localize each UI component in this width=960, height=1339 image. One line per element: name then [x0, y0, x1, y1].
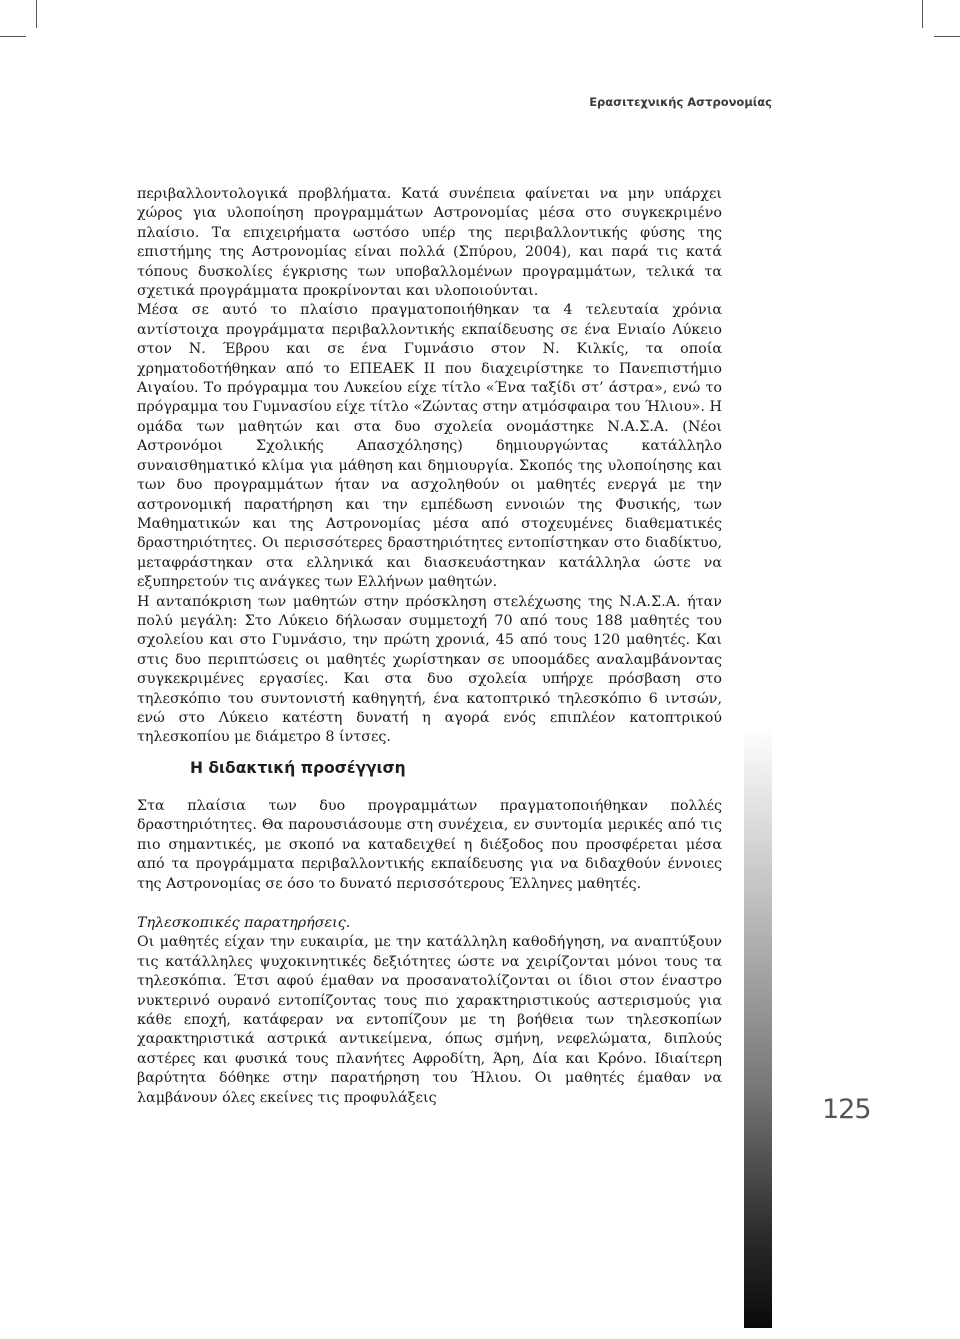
crop-mark-top-right — [934, 36, 960, 37]
decorative-gradient-bar — [744, 726, 772, 1328]
body-block-telescopes — [137, 914, 722, 1108]
page-number: 125 — [822, 1094, 871, 1125]
body-block-approach — [137, 797, 722, 894]
body-block-intro — [137, 185, 722, 748]
paragraph: Η ανταπόκριση των μαθητών στην πρόσκληση στελέχωσης της Ν.Α.Σ.Α. ήταν πολύ μεγάλη: Στο Λύκειο δήλωσαν συμμετοχή 70 από τους 188 μαθητές του σχολείου και στο Γυμνάσιο, την πρώτη χρονιά, 45 από τους 120 μαθητές. Και στις δυο περιπτώσεις οι μαθητές χωρίστηκαν σε υποομάδες αναλαμβάνοντας συγκεκριμένες εργασίες. Και στα δυο σχολεία υπήρχε πρόσβαση στο τηλεσκόπιο του συντονιστή καθηγητή, ένα κατοπτρικό τηλεσκόπιο 6 ιντσών, ενώ στο Λύκειο κατέστη δυνατή η αγορά ενός επιπλέον κατοπτρικού τηλεσκοπίου με διάμετρο 8 ίντσες. — [137, 593, 722, 746]
paragraph: Μέσα σε αυτό το πλαίσιο πραγματοποιήθηκαν τα 4 τελευταία χρόνια αντίστοιχα προγράμματα περιβαλλοντικής εκπαίδευσης σε ένα Ενιαίο Λύκειο στον Ν. Έβρου και σε ένα Γυμνάσιο στον Ν. Κιλκίς, τα οποία χρηματοδοτήθηκαν από το ΕΠΕΑΕΚ ΙΙ που διαχειρίστηκε το Πανεπιστήμιο Αιγαίου. Το πρόγραμμα του Λυκείου είχε τίτλο «Ένα ταξίδι στ’ άστρα», ενώ το πρόγραμμα του Γυμνασίου είχε τίτλο «Ζώντας στην ατμόσφαιρα του Ήλιου». Η ομάδα των μαθητών και στα δυο σχολεία ονομάστηκε Ν.Α.Σ.Α. (Νέοι Αστρονόμοι Σχολικής Απασχόλησης) δημιουργώντας κατάλληλο συναισθηματικό κλίμα για μάθηση και δημιουργία. Σκοπός της υλοποίησης και των δυο προγραμμάτων ήταν να ασχοληθούν οι μαθητές ενεργά με την αστρονομική παρατήρηση και την εμπέδωση εννοιών της Φυσικής, των Μαθηματικών και της Αστρονομίας μέσα από στοχευμένες διαθεματικές δραστηριότητες. Οι περισσότερες δραστηριότητες εντοπίστηκαν στο διαδίκτυο, μεταφράστηκαν στα ελληνικά και διασκευάστηκαν κατάλληλα ώστε να εξυπηρετούν τις ανάγκες των Ελλήνων μαθητών. — [137, 302, 722, 591]
running-header: Ερασιτεχνικής Αστρονομίας — [589, 95, 772, 109]
subheading: Τηλεσκοπικές παρατηρήσεις. — [137, 915, 351, 931]
crop-mark-left — [36, 0, 37, 28]
crop-mark-right — [922, 0, 923, 28]
paragraph: Στα πλαίσια των δυο προγραμμάτων πραγματοποιήθηκαν πολλές δραστηριότητες. Θα παρουσιάσουμε στη συνέχεια, εν συντομία μερικές από τις πιο σημαντικές, με σκοπό να καταδειχθεί η διέξοδος που προσφέρεται μέσα από τα προγράμματα περιβαλλοντικής εκπαίδευσης για να διδαχθούν έννοιες της Αστρονομίας σε όσο το δυνατό περισσότερους Έλληνες μαθητές. — [137, 798, 722, 892]
section-heading: Η διδακτική προσέγγιση — [190, 759, 406, 777]
paragraph: περιβαλλοντολογικά προβλήματα. Κατά συνέπεια φαίνεται να μην υπάρχει χώρος για υλοποίηση προγραμμάτων Αστρονομίας μέσα στο συγκεκριμένο πλαίσιο. Τα επιχειρήματα ωστόσο υπέρ της περιβαλλοντικής φύσης της επιστήμης της Αστρονομίας είναι πολλά (Σπύρου, 2004), και παρά τις κατά τόπους δυσκολίες έγκρισης των υποβαλλομένων προγραμμάτων, τελικά τα σχετικά προγράμματα προκρίνονται και υλοποιούνται. — [137, 186, 722, 300]
crop-mark-top-left — [0, 36, 26, 37]
paragraph: Οι μαθητές είχαν την ευκαιρία, με την κατάλληλη καθοδήγηση, να αναπτύξουν τις κατάλληλες ψυχοκινητικές δεξιότητες ώστε να χειρίζονται μόνοι τους τα τηλεσκόπια. Έτσι αφού έμαθαν να προσανατολίζονται οι ίδιοι στον έναστρο νυκτερινό ουρανό εντοπίζοντας τους πιο χαρακτηριστικούς αστερισμούς για κάθε εποχή, κατάφεραν να εντοπίζουν με τη βοήθεια των τηλεσκοπίων χαρακτηριστικά αστρικά αντικείμενα, όπως σμήνη, νεφελώματα, διπλούς αστέρες και φυσικά τους πλανήτες Αφροδίτη, Άρη, Δία και Κρόνο. Ιδιαίτερη βαρύτητα δόθηκε στην παρατήρηση του Ήλιου. Οι μαθητές έμαθαν να λαμβάνουν όλες εκείνες τις προφυλάξεις — [137, 934, 722, 1106]
